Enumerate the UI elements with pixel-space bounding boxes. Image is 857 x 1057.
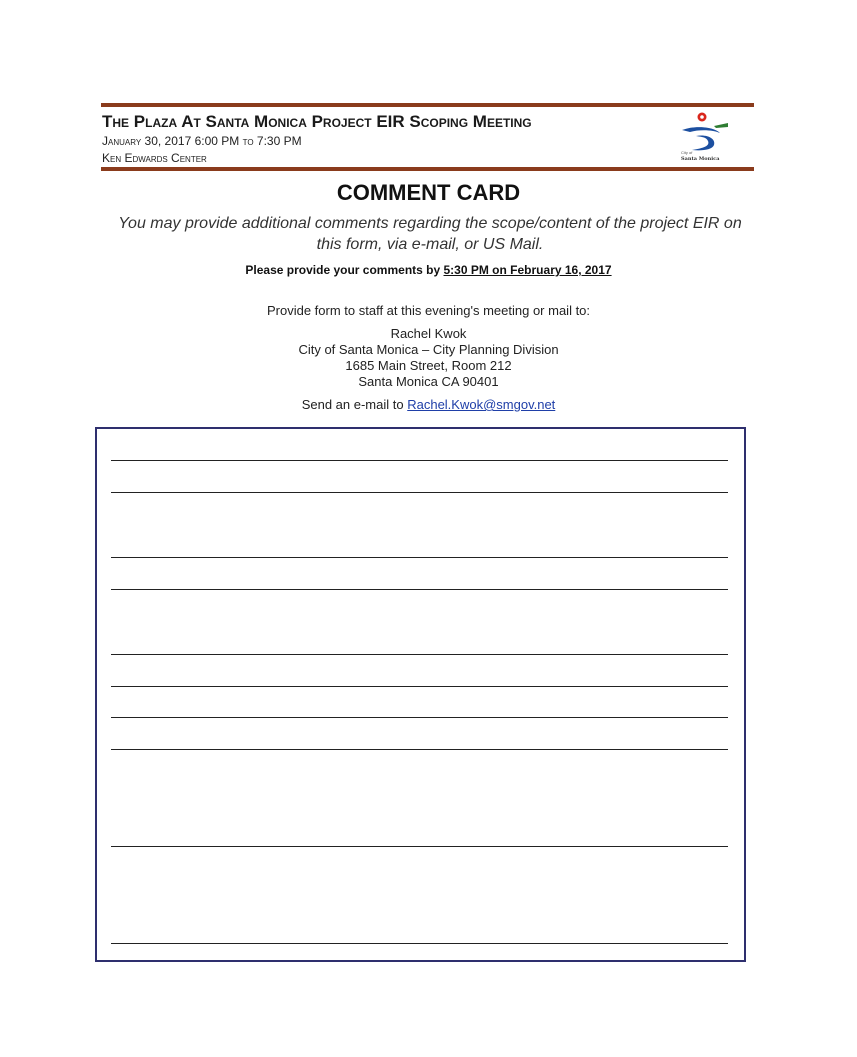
mail-instructions: Provide form to staff at this evening's meeting or mail to: — [266, 303, 591, 318]
comment-line — [111, 557, 728, 558]
comment-line — [111, 492, 728, 493]
meeting-location: Ken Edwards Center — [102, 151, 207, 165]
deadline-value: 5:30 PM on February 16, 2017 — [443, 263, 612, 277]
card-intro: You may provide additional comments regarding the scope/content of the project EIR on this form, via e-mail, or US Mail. — [118, 215, 742, 253]
address-name: Rachel Kwok — [390, 326, 467, 341]
meeting-title: The Plaza At Santa Monica Project EIR Scoping Meeting — [102, 112, 532, 131]
deadline-prefix: Please provide your comments by — [245, 263, 444, 277]
logo-city-of: City of — [681, 150, 693, 155]
comment-line — [111, 654, 728, 655]
deadline-line — [0, 263, 857, 277]
email-prefix: Send an e-mail to — [301, 397, 408, 412]
header-top-bar — [101, 103, 754, 107]
comment-line — [111, 686, 728, 687]
address-city: Santa Monica CA 90401 — [358, 374, 499, 389]
comment-line — [111, 589, 728, 590]
email-line — [0, 397, 857, 412]
comment-line — [111, 943, 728, 944]
meeting-date-time: January 30, 2017 6:00 PM to 7:30 PM — [102, 134, 302, 148]
card-heading: COMMENT CARD — [336, 180, 521, 205]
address-organization: City of Santa Monica – City Planning Division — [298, 342, 559, 357]
santa-monica-logo-icon — [678, 110, 734, 164]
address-street: 1685 Main Street, Room 212 — [345, 358, 512, 373]
comment-line — [111, 846, 728, 847]
email-link[interactable]: Rachel.Kwok@smgov.net — [407, 397, 556, 412]
header-bottom-bar — [101, 167, 754, 171]
comment-line — [111, 460, 728, 461]
comment-box[interactable] — [95, 427, 746, 962]
comment-line — [111, 717, 728, 718]
logo-name: Santa Monica — [681, 156, 720, 162]
comment-line — [111, 749, 728, 750]
